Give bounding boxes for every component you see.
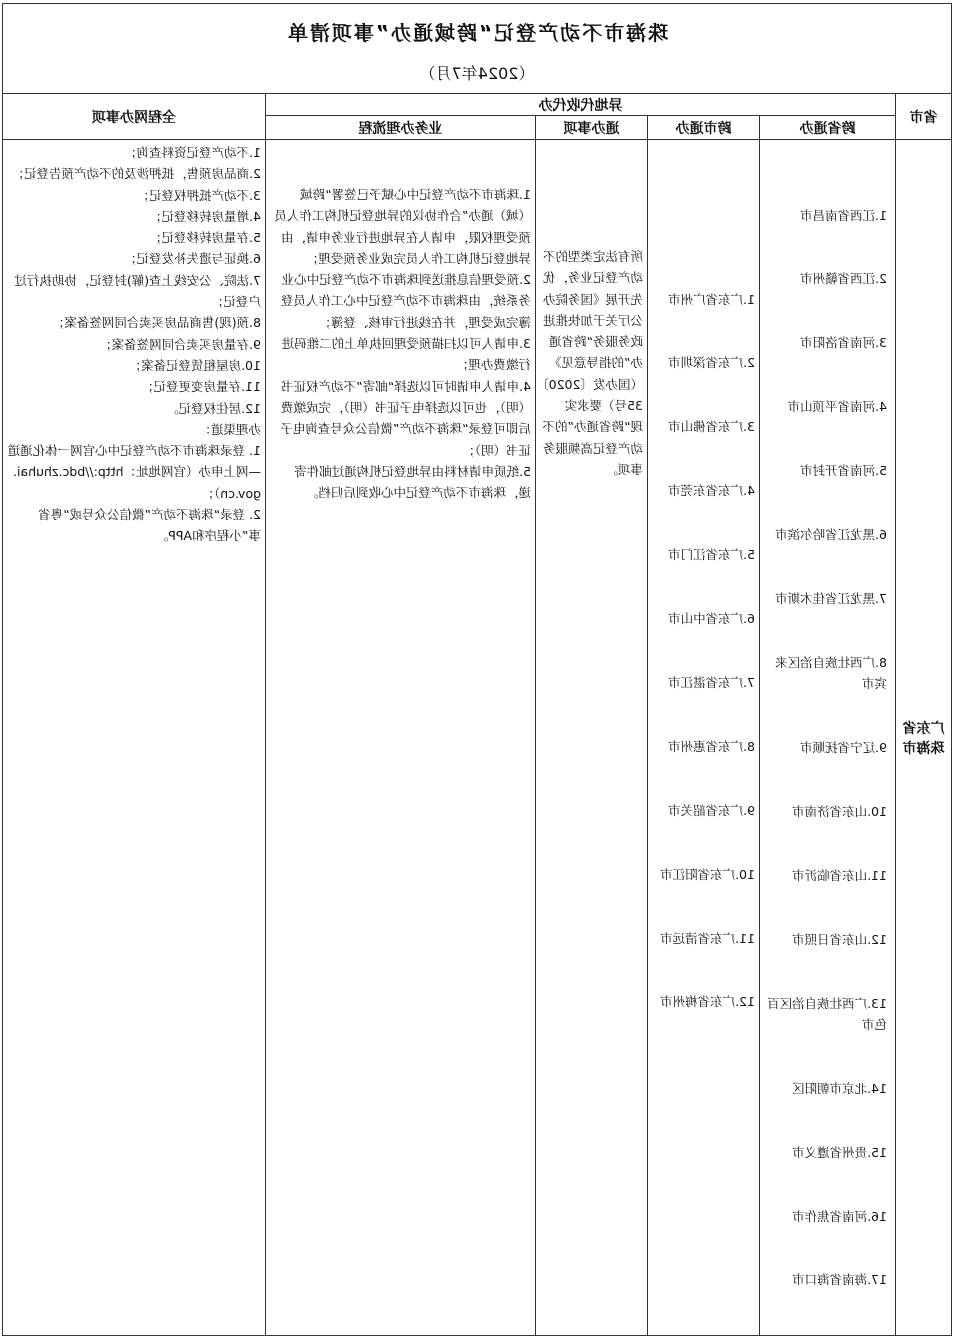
list-item: 2.江西省赣州市 — [800, 271, 887, 287]
list-item: 8.广西壮族自治区来宾市 — [775, 654, 887, 692]
list-item: 14.北京市朝阳区 — [792, 1080, 887, 1096]
list-item: 4.河南省平顶山市 — [787, 399, 887, 415]
list-item: 5.河南省开封市 — [800, 463, 887, 479]
list-item: 4.广东省东莞市 — [668, 483, 755, 499]
list-item: 17.海南省海口市 — [792, 1272, 887, 1288]
list-item: 1.广东省广州市 — [668, 291, 755, 307]
document-title: 珠海市不动产登记“跨域通办”事项清单 — [285, 20, 669, 45]
province-cell — [896, 140, 952, 1336]
list-item: 10.山东省济南市 — [792, 803, 887, 819]
cross-city-cell — [648, 140, 760, 1336]
list-item: 15.贵州省遵义市 — [792, 1144, 887, 1160]
list-item: 6.广东省中山市 — [668, 611, 755, 627]
list-item: 12.广东省梅州市 — [660, 994, 755, 1010]
header-online: 全程网办事项 — [2, 94, 265, 140]
list-item: 3.河南省洛阳市 — [800, 335, 887, 351]
header-remote: 异地代收代办 — [266, 94, 896, 116]
matter-text: 所有法定类型的不动产登记业务，优先开展《国务院办公厅关于加快推进政务服务“跨省通办”的指导意见》（国办发〔2020〕35号）要求实现“跨省通办”的不动产登记高频服务事项。 — [542, 249, 643, 477]
list-item: 16.河南省焦作市 — [792, 1208, 887, 1224]
list-item: 6.黑龙江省哈尔滨市 — [775, 527, 887, 543]
list-item: 11.山东省临沂市 — [792, 867, 887, 883]
list-item: 11.广东省清远市 — [660, 930, 755, 946]
province-value: 广东省珠海市 — [902, 720, 945, 757]
cross-city-list — [648, 140, 759, 1057]
header-matter: 通办事项 — [536, 116, 648, 140]
header-province: 省市 — [896, 94, 952, 140]
list-item: 10.广东省阳江市 — [660, 866, 755, 882]
online-text: 1.不动产登记资料查询； 2.商品房预售，抵押涉及的不动产预告登记； 3.不动产抵押权登记； 4.增量房转移登记； 5.存量房转移登记； 6.换证与遗失补发登记； 7.法院、公安线上查(解)封登记，协助执行过户登记； 8.预(现)售商品房买卖合同网签备案； 9.存量房买卖合同网签备案； 10.房屋租赁登记备案； 11.存量房变更登记； 12.居住权登记。 办理渠道： 1. 登录珠海市不动产登记中心官网一体化通道—网上申办（官网地址：http://bdc.zhuhai.gov.cn）； 2. 登录“珠海不动产”微信公众号或“粤省事”小程序和APP。 — [7, 145, 261, 544]
list-item: 7.广东省湛江市 — [668, 674, 755, 690]
list-item: 9.广东省韶关市 — [668, 802, 755, 818]
list-item: 7.黑龙江省佳木斯市 — [775, 590, 887, 606]
header-cross-province: 跨省通办 — [760, 116, 896, 140]
list-item: 9.辽宁省抚顺市 — [800, 740, 887, 756]
flow-text: 1.珠海市不动产登记中心赋予已签署“跨域（城）通办”合作协议的异地登记机构工作人员预受理权限，申请人在异地进行业务申请，由异地登记机构工作人员完成业务预受理； 2.预受理信息推送到珠海市不动产登记中心业务系统，由珠海市不动产登记中心工作人员登簿完成受理，并在线进行审核、登簿； 3.申请人可以扫描预受理回执单上的二维码进行缴费办理； 4.申请人申请时可以选择“邮寄”不动产权证书（明），也可以选择电子证书（明），完成缴费后即可登录“珠海不动产”微信公众号查询电子证书（明）； 5.纸质申请材料由异地登记机构通过邮件寄递，珠海市不动产登记中心收到后归档。 — [274, 187, 531, 501]
document-subtitle: （2024年7月） — [419, 63, 535, 83]
cross-province-cell — [760, 140, 896, 1336]
list-item: 3.广东省佛山市 — [668, 419, 755, 435]
cross-province-list — [760, 140, 895, 1335]
flow-cell — [266, 140, 536, 1336]
title-cell — [2, 4, 951, 94]
list-item: 1.江西省南昌市 — [800, 207, 887, 223]
matter-table — [2, 3, 952, 1336]
header-cross-city: 跨市通办 — [648, 116, 760, 140]
list-item: 2.广东省深圳市 — [668, 355, 755, 371]
list-item: 12.山东省日照市 — [792, 931, 887, 947]
list-item: 8.广东省惠州市 — [668, 738, 755, 754]
header-flow: 业务办理流程 — [266, 116, 536, 140]
online-cell — [2, 140, 265, 1336]
list-item: 5.广东省江门市 — [668, 547, 755, 563]
matter-cell — [536, 140, 648, 1336]
list-item: 13.广西壮族自治区百色市 — [767, 995, 887, 1032]
